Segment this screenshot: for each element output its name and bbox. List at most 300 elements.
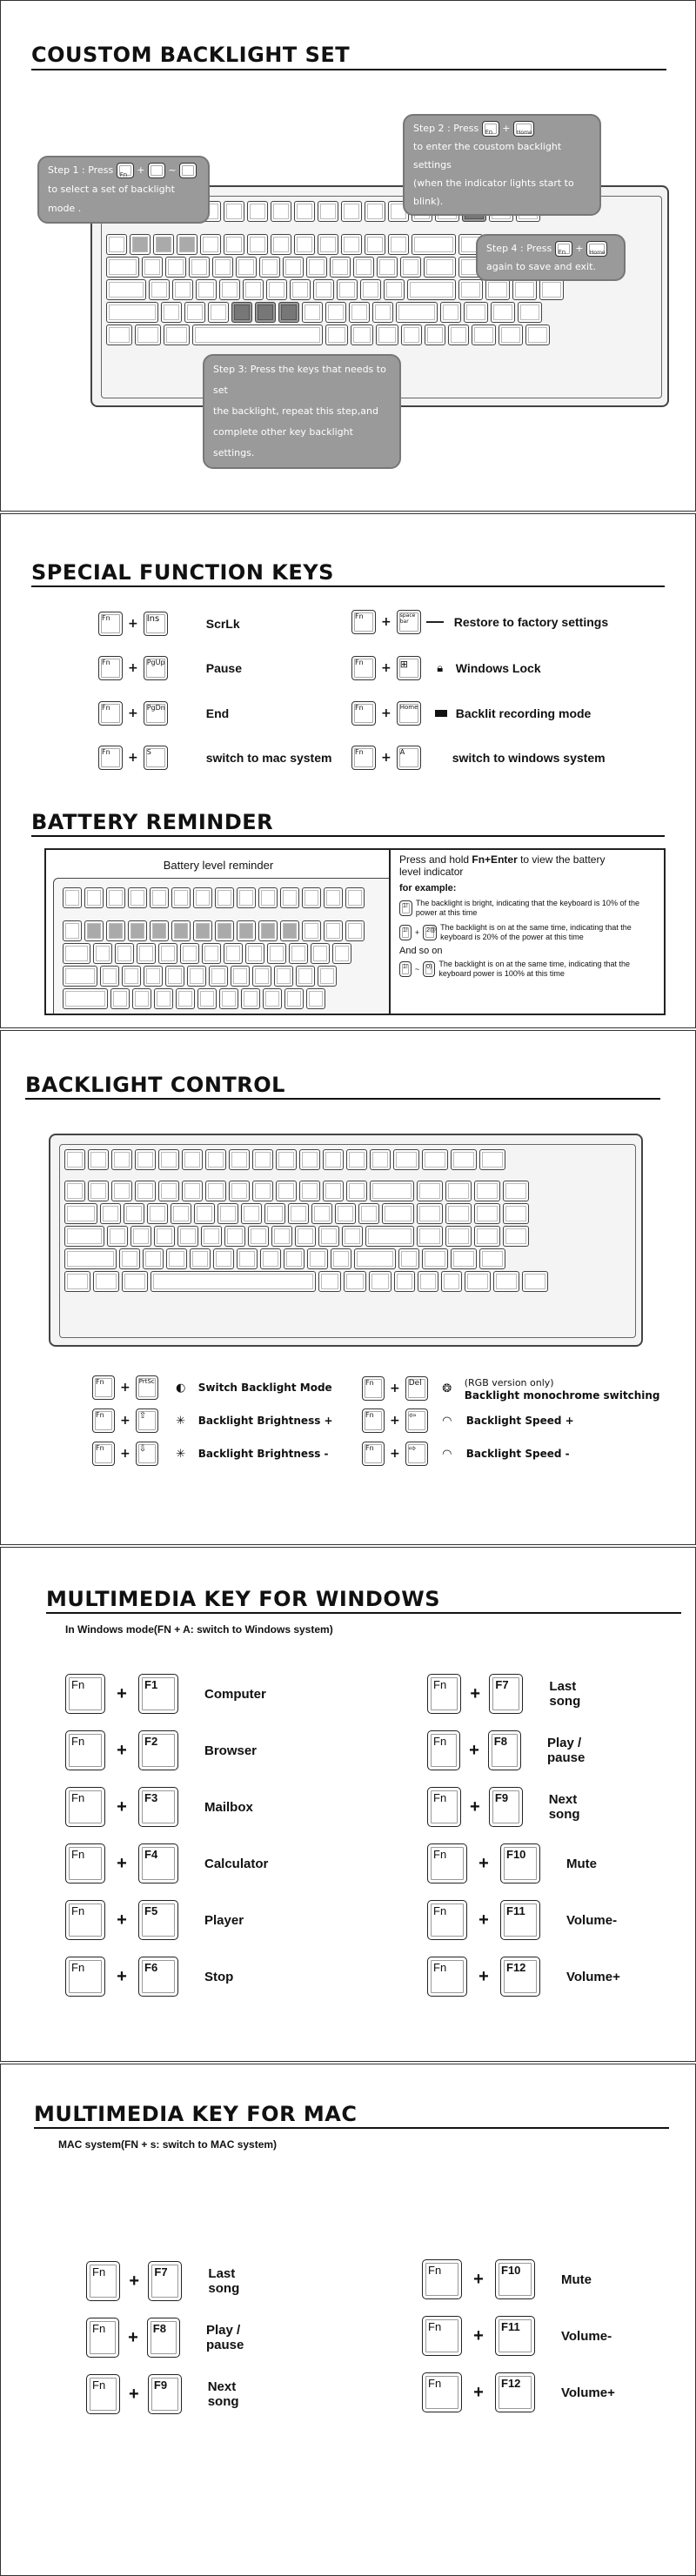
space-key-icon: space bar: [397, 610, 421, 634]
key-icon: [148, 163, 165, 178]
fn-key-icon: Fn: [92, 1442, 115, 1466]
key-1-icon: 1!: [399, 925, 412, 940]
key: [64, 1149, 85, 1170]
key: [111, 1181, 132, 1201]
combo-brightness-down: [92, 1442, 329, 1466]
key: [539, 279, 564, 300]
fn-key-icon: Fn: [351, 656, 376, 680]
key: [276, 1181, 297, 1201]
fn-key-icon: Fn: [86, 2374, 120, 2414]
key: [318, 201, 338, 222]
key: [485, 279, 510, 300]
combo-speed-up: [362, 1408, 574, 1433]
section-subtitle: MAC system(FN + s: switch to MAC system): [58, 2138, 278, 2151]
key: [237, 887, 256, 908]
key: [302, 887, 321, 908]
key: [247, 234, 268, 255]
key: [323, 1181, 344, 1201]
key: [135, 1181, 156, 1201]
step4-prefix: Step 4 : Press: [486, 243, 552, 254]
media-row: [65, 1787, 253, 1827]
media-row: [427, 1787, 598, 1827]
key: [267, 943, 286, 964]
key: [128, 887, 147, 908]
key: [194, 1203, 215, 1224]
plus-sign: +: [502, 123, 511, 134]
key: [135, 1149, 156, 1170]
key: [422, 1149, 448, 1170]
key-row: [106, 325, 550, 345]
media-row: [65, 1957, 233, 1997]
media-label: Last song: [208, 2266, 240, 2296]
key: [465, 1271, 491, 1292]
intro-text: Press and hold: [399, 853, 472, 866]
key: [441, 1271, 462, 1292]
key-lit: [237, 920, 256, 941]
key-row: [64, 1271, 548, 1292]
media-row: [422, 2259, 592, 2299]
step1-suffix: to select a set of backlight mode .: [48, 184, 175, 214]
key: [88, 1149, 109, 1170]
key: [224, 1226, 245, 1247]
key-alt: [164, 325, 190, 345]
plus-sign: +: [117, 1797, 127, 1817]
key: [150, 887, 169, 908]
key-1-icon: 1!: [399, 900, 412, 916]
step2-line3: (when the indicator lights start to blink).: [413, 177, 574, 207]
f7-key-icon: F7: [489, 1674, 523, 1714]
fn-key-icon: Fn: [362, 1408, 385, 1433]
key: [197, 988, 217, 1009]
key: [130, 1226, 151, 1247]
section-title: COUSTOM BACKLIGHT SET: [31, 43, 351, 67]
example-text: The backlight is bright, indicating that the keyboard is 10% of the power at this time: [415, 899, 639, 917]
media-label: Next song: [207, 2379, 239, 2409]
step3-line2: the backlight, repeat this step,and: [213, 405, 378, 417]
key: [106, 887, 125, 908]
key: [294, 234, 315, 255]
media-label: Computer: [204, 1686, 266, 1702]
key: [243, 279, 264, 300]
step4-line2: again to save and exit.: [486, 261, 596, 272]
key: [176, 988, 195, 1009]
section-multimedia-windows: [0, 1547, 696, 2062]
fn-key-icon: Fn: [482, 121, 499, 137]
key: [137, 943, 156, 964]
fn-key-icon: Fn: [98, 612, 123, 636]
key: [499, 325, 523, 345]
key: [202, 943, 221, 964]
key: [172, 279, 193, 300]
section-title: MULTIMEDIA KEY FOR WINDOWS: [46, 1587, 440, 1611]
step3-callout: [203, 354, 401, 469]
battery-figure: [44, 848, 666, 1015]
intro-text: to view the battery: [517, 853, 606, 866]
combo-backlit-record: [351, 701, 591, 726]
key: [346, 1181, 367, 1201]
plus-sign: +: [470, 1797, 480, 1817]
key: [252, 1181, 273, 1201]
key: [107, 1226, 128, 1247]
intro-keys: Fn+Enter: [472, 853, 518, 866]
combo-label: Backlight monochrome switching: [464, 1389, 660, 1402]
key-tab: [106, 257, 139, 278]
plus-sign: +: [414, 928, 420, 937]
title-underline: [31, 835, 665, 837]
key: [171, 1203, 191, 1224]
title-underline: [46, 1612, 681, 1614]
key: [284, 1248, 304, 1269]
pgdn-key-icon: PgDn: [144, 701, 168, 726]
key-selected: [153, 234, 174, 255]
key: [503, 1203, 529, 1224]
step2-callout: [403, 114, 601, 216]
key: [187, 966, 206, 987]
key: [283, 257, 304, 278]
key: [154, 988, 173, 1009]
plus-sign: +: [381, 751, 392, 765]
plus-sign: +: [117, 1910, 127, 1930]
media-row: [65, 1843, 268, 1883]
plus-sign: +: [117, 1853, 127, 1873]
key: [63, 920, 82, 941]
media-label: Volume+: [561, 2385, 615, 2400]
combo-label: switch to windows system: [452, 751, 606, 765]
key: [100, 1203, 121, 1224]
f2-key-icon: F2: [138, 1730, 178, 1770]
key: [289, 943, 308, 964]
key: [393, 1149, 419, 1170]
battery-keyboard-panel: [46, 850, 391, 1014]
key: [388, 234, 409, 255]
key: [302, 920, 321, 941]
key: [445, 1226, 472, 1247]
and-so-on: And so on: [399, 946, 443, 956]
key: [182, 1149, 203, 1170]
key: [424, 257, 456, 278]
key: [149, 279, 170, 300]
combo-monochrome: [362, 1375, 660, 1402]
combo-label: End: [205, 706, 230, 720]
key: [252, 966, 271, 987]
key: [241, 1203, 262, 1224]
key-row: [106, 302, 542, 323]
key-selected: [130, 234, 151, 255]
combo-label: Backlight Brightness -: [197, 1448, 329, 1460]
key-0-icon: 0): [423, 961, 435, 977]
key: [258, 887, 278, 908]
section-title: SPECIAL FUNCTION KEYS: [31, 560, 334, 585]
key: [464, 302, 488, 323]
key: [88, 1181, 109, 1201]
record-icon: [435, 710, 447, 717]
key: [237, 1248, 258, 1269]
fn-key-icon: Fn: [422, 2372, 462, 2412]
plus-sign: +: [381, 706, 392, 720]
key: [503, 1226, 529, 1247]
key-ctrl: [106, 325, 132, 345]
plus-sign: +: [128, 661, 138, 675]
combo-label: Windows Lock: [455, 661, 541, 675]
key: [158, 1149, 179, 1170]
plus-sign: +: [117, 1740, 127, 1760]
home-key-icon: Home: [397, 701, 421, 726]
key-row: [64, 1226, 529, 1247]
fn-key-icon: Fn: [65, 1787, 105, 1827]
plus-sign: +: [128, 617, 138, 631]
ins-key-icon: Ins: [144, 612, 168, 636]
key: [337, 279, 358, 300]
plus-sign: +: [478, 1966, 489, 1986]
key: [474, 1203, 500, 1224]
key: [236, 257, 257, 278]
key: [296, 966, 315, 987]
key-lit: [128, 920, 147, 941]
key: [271, 234, 291, 255]
key: [384, 279, 405, 300]
key: [417, 1226, 443, 1247]
f4-key-icon: F4: [138, 1843, 178, 1883]
key-row: [64, 1203, 529, 1224]
example-row: [399, 923, 660, 942]
combo-label: Backlit recording mode: [455, 706, 592, 720]
key: [259, 257, 280, 278]
key: [63, 887, 82, 908]
fn-key-icon: Fn: [351, 610, 376, 634]
combo-label-block: [465, 1375, 660, 1402]
fn-key-icon: Fn: [92, 1375, 115, 1400]
key: [224, 943, 243, 964]
fn-key-icon: Fn: [427, 1957, 467, 1997]
key: [158, 943, 177, 964]
media-label: Volume+: [566, 1969, 620, 1984]
media-label: Next song: [548, 1792, 580, 1822]
key: [224, 201, 244, 222]
f6-key-icon: F6: [138, 1957, 178, 1997]
fn-key-icon: Fn: [362, 1442, 385, 1466]
plus-sign: +: [473, 2382, 484, 2402]
key: [165, 966, 184, 987]
arrow-right-key-icon: ⇨: [405, 1442, 428, 1466]
key-1-icon: 1!: [399, 961, 412, 977]
key: [154, 1226, 175, 1247]
plus-sign: +: [575, 243, 584, 254]
section-custom-backlight: [0, 0, 696, 512]
key: [189, 257, 210, 278]
key: [479, 1149, 505, 1170]
key-space: [192, 325, 323, 345]
media-label: Play / pause: [205, 2323, 244, 2352]
f8-key-icon: F8: [488, 1730, 521, 1770]
key: [345, 920, 365, 941]
key-backspace: [412, 234, 456, 255]
plus-sign: +: [120, 1447, 130, 1461]
key-lit: [258, 920, 278, 941]
fn-key-icon: Fn: [65, 1843, 105, 1883]
key: [440, 302, 461, 323]
step4-callout: [476, 234, 626, 281]
key: [241, 988, 260, 1009]
plus-sign: +: [128, 706, 138, 720]
media-row: [65, 1730, 257, 1770]
key: [196, 279, 217, 300]
key: [512, 279, 537, 300]
plus-sign: +: [390, 1382, 400, 1395]
plus-sign: +: [128, 751, 138, 765]
media-label: Mailbox: [204, 1799, 253, 1815]
key: [299, 1181, 320, 1201]
fn-key-icon: Fn: [65, 1674, 105, 1714]
key: [200, 234, 221, 255]
f11-key-icon: F11: [500, 1900, 540, 1940]
fn-key-icon: Fn: [351, 701, 376, 726]
step2-prefix: Step 2 : Press: [413, 123, 479, 134]
key: [124, 1203, 144, 1224]
key: [144, 966, 163, 987]
section-multimedia-mac: [0, 2064, 696, 2576]
key-row: [64, 1248, 505, 1269]
key: [346, 1149, 367, 1170]
key: [213, 1248, 234, 1269]
key: [295, 1226, 316, 1247]
key: [248, 1226, 269, 1247]
key: [332, 943, 351, 964]
key: [370, 1181, 414, 1201]
combo-label: Pause: [205, 661, 242, 675]
battery-panel-label: Battery level reminder: [163, 859, 274, 872]
key-lit: [106, 920, 125, 941]
key: [353, 257, 374, 278]
arrow-up-key-icon: ⇧: [136, 1408, 158, 1433]
key-lit: [215, 920, 234, 941]
key-selected: [231, 302, 252, 323]
keyboard-illustration: [49, 1134, 643, 1347]
key: [64, 1181, 85, 1201]
home-key-icon: Home: [586, 241, 607, 257]
plus-sign: +: [129, 2384, 139, 2404]
media-row: [427, 1900, 617, 1940]
combo-brightness-up: [92, 1408, 333, 1433]
key: [324, 920, 343, 941]
key-row: [63, 966, 337, 987]
combo-factory-reset: [351, 610, 608, 634]
battery-mini-keyboard: [53, 878, 391, 1014]
key: [111, 1149, 132, 1170]
key: [271, 1226, 292, 1247]
key: [205, 1149, 226, 1170]
fn-key-icon: Fn: [351, 746, 376, 770]
fn-key-icon: Fn: [427, 1787, 461, 1827]
f1-key-icon: F1: [138, 1674, 178, 1714]
key-space: [151, 1271, 316, 1292]
key: [171, 887, 191, 908]
fn-key-icon: Fn: [117, 163, 134, 178]
step1-callout: [37, 156, 210, 224]
key: [417, 1181, 443, 1201]
key: [219, 279, 240, 300]
key-enter: [407, 279, 456, 300]
combo-scrlk: [98, 612, 240, 636]
fn-key-icon: Fn: [98, 656, 123, 680]
key: [122, 966, 141, 987]
example-row: [399, 960, 660, 979]
key-shift: [106, 302, 158, 323]
combo-speed-down: [362, 1442, 570, 1466]
key: [299, 1149, 320, 1170]
key-2-icon: 2@: [423, 925, 437, 940]
speed-icon: ◠: [442, 1414, 452, 1428]
key: [474, 1181, 500, 1201]
key: [358, 1203, 379, 1224]
fn-key-icon: Fn: [427, 1674, 461, 1714]
windows-key-icon: ⊞: [397, 656, 421, 680]
f5-key-icon: F5: [138, 1900, 178, 1940]
key: [201, 1226, 222, 1247]
f10-key-icon: F10: [500, 1843, 540, 1883]
combo-label: Switch Backlight Mode: [197, 1382, 332, 1394]
key: [209, 966, 228, 987]
key: [180, 943, 199, 964]
key: [376, 325, 398, 345]
f12-key-icon: F12: [500, 1957, 540, 1997]
key: [84, 887, 104, 908]
key: [311, 943, 330, 964]
title-underline: [31, 69, 666, 70]
key: [290, 279, 311, 300]
key: [147, 1203, 168, 1224]
media-row: [86, 2318, 263, 2358]
battery-intro: [399, 853, 660, 878]
media-row: [427, 1957, 620, 1997]
s-key-icon: S: [144, 746, 168, 770]
key: [306, 988, 325, 1009]
key: [64, 1271, 90, 1292]
plus-sign: +: [478, 1910, 489, 1930]
title-underline: [34, 2127, 669, 2129]
key: [518, 302, 542, 323]
plus-sign: +: [129, 2271, 140, 2291]
key: [122, 1271, 148, 1292]
key: [365, 1226, 414, 1247]
section-title: BATTERY REMINDER: [31, 810, 274, 834]
key-row: [64, 1181, 529, 1201]
lock-icon: 🔒︎: [437, 661, 444, 675]
fn-key-icon: Fn: [65, 1957, 105, 1997]
a-key-icon: A: [397, 746, 421, 770]
key-selected: [255, 302, 276, 323]
key: [106, 234, 127, 255]
f10-key-icon: F10: [495, 2259, 535, 2299]
key: [63, 943, 90, 964]
key: [142, 257, 163, 278]
key: [417, 1203, 443, 1224]
media-label: Browser: [204, 1743, 258, 1758]
fn-key-icon: Fn: [362, 1376, 385, 1401]
plus-sign: +: [473, 2269, 484, 2289]
plus-sign: +: [473, 2325, 484, 2345]
f12-key-icon: F12: [495, 2372, 535, 2412]
key-arrow: [425, 325, 445, 345]
key: [212, 257, 233, 278]
key: [161, 302, 182, 323]
plus-sign: +: [390, 1447, 400, 1461]
media-row: [86, 2374, 257, 2414]
media-label: Volume-: [561, 2328, 612, 2344]
key: [330, 257, 351, 278]
step3-line3: complete other key backlight settings.: [213, 426, 353, 458]
key: [318, 1226, 339, 1247]
key: [177, 1226, 198, 1247]
